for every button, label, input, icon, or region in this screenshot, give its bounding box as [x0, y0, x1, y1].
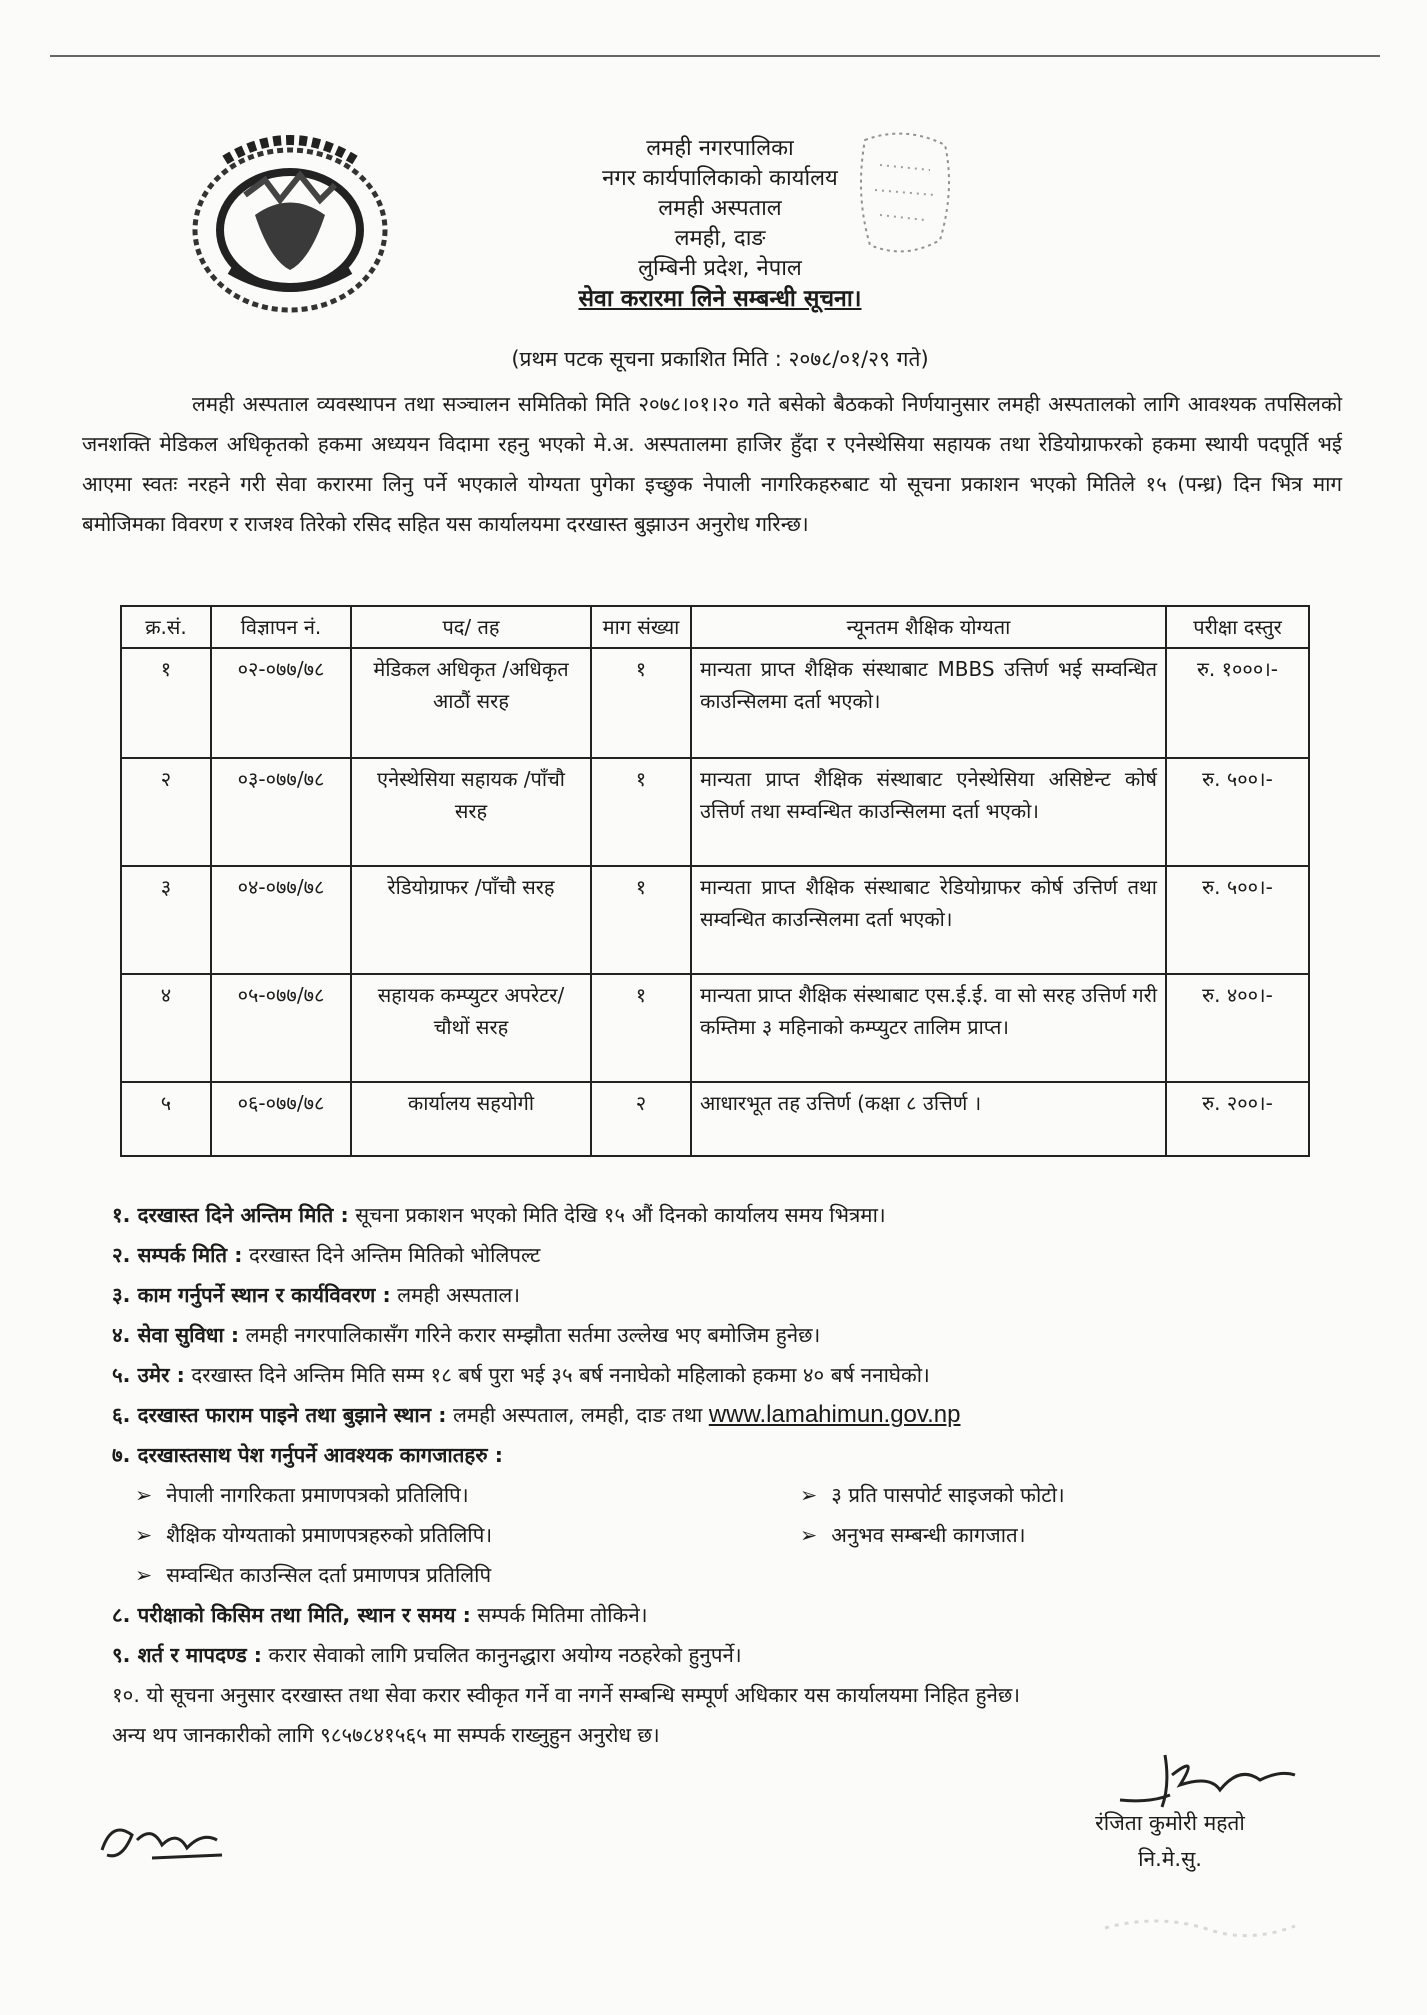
condition-item: ४. सेवा सुविधा : लमही नगरपालिकासँग गरिने करार सम्झौता सर्तमा उल्लेख भए बमोजिम हुनेछ।: [112, 1323, 821, 1347]
publication-date: (प्रथम पटक सूचना प्रकाशित मिति : २०७८/०१/२९ गते): [511, 347, 929, 371]
cell-count: १: [591, 758, 691, 866]
col-header-qualification: न्यूनतम शैक्षिक योग्यता: [691, 606, 1166, 648]
table-row: [121, 866, 1309, 974]
condition-item: १०. यो सूचना अनुसार दरखास्त तथा सेवा करार स्वीकृत गर्ने वा नगर्ने सम्बन्धि सम्पूर्ण अधिकार यस कार्यालयमा निहित हुनेछ।: [112, 1683, 1021, 1707]
cell-adv-no: ०६-०७७/७८: [211, 1082, 351, 1156]
executive-office-name: नगर कार्यपालिकाको कार्यालय: [602, 166, 838, 191]
cell-qualification: मान्यता प्राप्त शैक्षिक संस्थाबाट रेडियोग्राफर कोर्ष उत्तिर्ण तथा सम्वन्धित काउन्सिलमा दर्ता भएको।: [691, 866, 1166, 974]
conditions-list-continued: [112, 1595, 1352, 1755]
document-row: [135, 1475, 1235, 1515]
cell-qualification: मान्यता प्राप्त शैक्षिक संस्थाबाट एस.ई.ई. वा सो सरह उत्तिर्ण गरी कम्तिमा ३ महिनाको कम्प्युटर तालिम प्राप्त।: [691, 974, 1166, 1082]
top-rule: [50, 55, 1380, 57]
condition-item: ९. शर्त र मापदण्ड : करार सेवाको लागि प्रचलित कानुनद्धारा अयोग्य नठहरेको हुनुपर्ने।: [112, 1643, 742, 1667]
cell-qualification: मान्यता प्राप्त शैक्षिक संस्थाबाट MBBS उत्तिर्ण भई सम्वन्धित काउन्सिलमा दर्ता भएको।: [691, 648, 1166, 758]
cell-fee: रु. ५००।-: [1166, 758, 1309, 866]
list-item: ➢ नेपाली नागरिकता प्रमाणपत्रको प्रतिलिपि।: [135, 1475, 469, 1515]
cell-fee: रु. ५००।-: [1166, 866, 1309, 974]
cell-fee: रु. ४००।-: [1166, 974, 1309, 1082]
cell-fee: रु. १०००।-: [1166, 648, 1309, 758]
cell-adv-no: ०५-०७७/७८: [211, 974, 351, 1082]
province: लुम्बिनी प्रदेश, नेपाल: [638, 256, 802, 281]
government-emblem-icon: [170, 120, 410, 320]
condition-item: ३. काम गर्नुपर्ने स्थान र कार्यविवरण : लमही अस्पताल।: [112, 1283, 521, 1307]
table-row: [121, 648, 1309, 758]
col-header-sn: क्र.सं.: [121, 606, 211, 648]
cell-post: एनेस्थेसिया सहायक /पाँचौ सरह: [351, 758, 591, 866]
cell-adv-no: ०२-०७७/७८: [211, 648, 351, 758]
document-row: [135, 1515, 1235, 1555]
faint-stamp-mark-icon: [1100, 1908, 1300, 1948]
list-item: ➢ ३ प्रति पासपोर्ट साइजको फोटो।: [800, 1475, 1065, 1515]
arrow-bullet-icon: ➢: [135, 1563, 153, 1587]
website-link[interactable]: www.lamahimun.gov.np: [708, 1401, 961, 1428]
cell-count: १: [591, 974, 691, 1082]
cell-sn: ४: [121, 974, 211, 1082]
cell-qualification: आधारभूत तह उत्तिर्ण (कक्षा ८ उत्तिर्ण ।: [691, 1082, 1166, 1156]
signatory-block: [1040, 1805, 1300, 1877]
cell-sn: १: [121, 648, 211, 758]
hospital-name: लमही अस्पताल: [658, 196, 782, 221]
col-header-adv-no: विज्ञापन नं.: [211, 606, 351, 648]
cell-fee: रु. २००।-: [1166, 1082, 1309, 1156]
notice-title: सेवा करारमा लिने सम्बन्धी सूचना।: [578, 286, 862, 312]
cell-sn: ३: [121, 866, 211, 974]
condition-item: ५. उमेर : दरखास्त दिने अन्तिम मिति सम्म १८ बर्ष पुरा भई ३५ बर्ष ननाघेको महिलाको हकमा ४० बर्ष ननाघेको।: [112, 1363, 930, 1387]
cell-count: २: [591, 1082, 691, 1156]
document-row: [135, 1555, 1235, 1595]
condition-item: अन्य थप जानकारीको लागि ९८५७८४१५६५ मा सम्पर्क राख्नुहुन अनुरोध छ।: [112, 1723, 660, 1747]
cell-count: १: [591, 648, 691, 758]
cell-adv-no: ०३-०७७/७८: [211, 758, 351, 866]
condition-item: २. सम्पर्क मिति : दरखास्त दिने अन्तिम मितिको भोलिपल्ट: [112, 1243, 541, 1267]
table-row: [121, 1082, 1309, 1156]
arrow-bullet-icon: ➢: [135, 1523, 153, 1547]
condition-item: ८. परीक्षाको किसिम तथा मिति, स्थान र समय : सम्पर्क मितिमा तोकिने।: [112, 1603, 648, 1627]
required-documents: [135, 1475, 1235, 1595]
list-item: ➢ सम्वन्धित काउन्सिल दर्ता प्रमाणपत्र प्रतिलिपि: [135, 1555, 491, 1595]
arrow-bullet-icon: ➢: [800, 1523, 818, 1547]
signatory-name: रंजिता कुमोरी महतो: [1095, 1811, 1245, 1835]
cell-post: कार्यालय सहयोगी: [351, 1082, 591, 1156]
office-header: [520, 134, 920, 314]
cell-post: सहायक कम्प्युटर अपरेटर/चौथों सरह: [351, 974, 591, 1082]
table-row: [121, 974, 1309, 1082]
cell-count: १: [591, 866, 691, 974]
conditions-list: [112, 1195, 1352, 1475]
intro-paragraph: लमही अस्पताल व्यवस्थापन तथा सञ्चालन समितिको मिति २०७८।०१।२० गते बसेको बैठकको निर्णयानुसार लमही अस्पतालको लागि आवश्यक तपसिलको जनशक्ति मेडिकल अधिकृतको हकमा अध्ययन विदामा रहनु भएको मे.अ. अस्पतालमा हाजिर हुँदा र एनेस्थेसिया सहायक तथा रेडियोग्राफरको हकमा स्थायी पदपूर्ति भई आएमा स्वतः नरहने गरी सेवा करारमा लिनु पर्ने भएकाले योग्यता पुगेका इच्छुक नेपाली नागरिकहरुबाट यो सूचना प्रकाशन भएको मितिले १५ (पन्ध्र) दिन भित्र माग बमोजिमका विवरण र राजश्व तिरेको रसिद सहित यस कार्यालयमा दरखास्त बुझाउन अनुरोध गरिन्छ।: [82, 392, 1342, 536]
initials-signature-icon: [92, 1810, 232, 1870]
cell-sn: ५: [121, 1082, 211, 1156]
arrow-bullet-icon: ➢: [800, 1483, 818, 1507]
cell-sn: २: [121, 758, 211, 866]
col-header-post: पद/ तह: [351, 606, 591, 648]
list-item: ➢ अनुभव सम्बन्धी कागजात।: [800, 1515, 1025, 1555]
cell-adv-no: ०४-०७७/७८: [211, 866, 351, 974]
table-header-row: [121, 606, 1309, 648]
condition-item: १. दरखास्त दिने अन्तिम मिति : सूचना प्रकाशन भएको मिति देखि १५ औं दिनको कार्यालय समय भित्रमा।: [112, 1203, 886, 1227]
col-header-count: माग संख्या: [591, 606, 691, 648]
signatory-designation: नि.मे.सु.: [1138, 1847, 1202, 1871]
cell-post: मेडिकल अधिकृत /अधिकृत आठौं सरह: [351, 648, 591, 758]
municipality-name: लमही नगरपालिका: [646, 136, 794, 161]
arrow-bullet-icon: ➢: [135, 1483, 153, 1507]
vacancy-table: [120, 605, 1310, 1157]
list-item: ➢ शैक्षिक योग्यताको प्रमाणपत्रहरुको प्रतिलिपि।: [135, 1515, 492, 1555]
cell-qualification: मान्यता प्राप्त शैक्षिक संस्थाबाट एनेस्थेसिया असिष्टेन्ट कोर्ष उत्तिर्ण तथा सम्वन्धित काउन्सिलमा दर्ता भएको।: [691, 758, 1166, 866]
col-header-fee: परीक्षा दस्तुर: [1166, 606, 1309, 648]
cell-post: रेडियोग्राफर /पाँचौ सरह: [351, 866, 591, 974]
table-row: [121, 758, 1309, 866]
condition-item: ६. दरखास्त फाराम पाइने तथा बुझाने स्थान : लमही अस्पताल, लमही, दाङ तथा www.lamahimun.gov.np: [112, 1401, 961, 1428]
location: लमही, दाङ: [674, 226, 766, 251]
condition-item: ७. दरखास्तसाथ पेश गर्नुपर्ने आवश्यक कागजातहरु :: [112, 1443, 503, 1467]
